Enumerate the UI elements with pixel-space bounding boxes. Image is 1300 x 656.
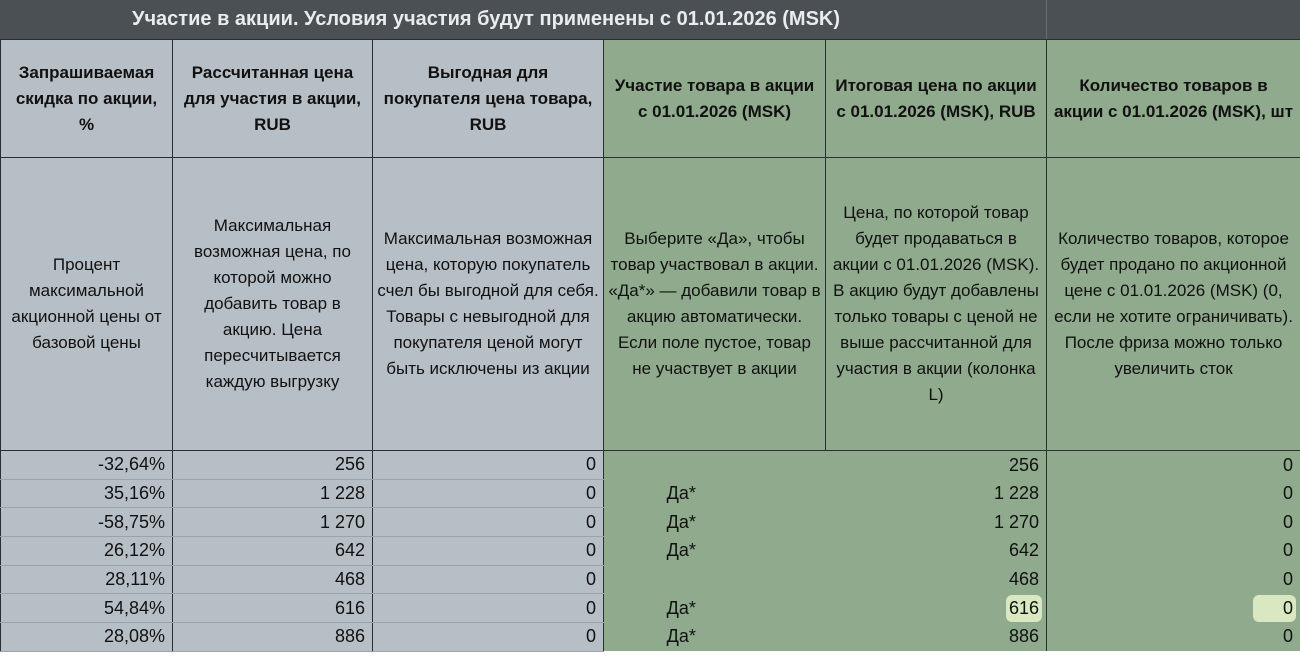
table-row [1, 594, 1300, 623]
discount-cell[interactable]: 54,84% [1, 594, 173, 623]
sheet-title: Участие в акции. Условия участия будут применены с 01.01.2026 (MSK) [0, 0, 1046, 39]
final-price-cell[interactable] [826, 594, 1047, 623]
table-row [1, 565, 1300, 594]
participation-cell[interactable]: Да* [604, 623, 826, 652]
discount-cell[interactable]: 26,12% [1, 537, 173, 566]
buyer-price-cell[interactable]: 0 [373, 565, 604, 594]
promo-table [0, 39, 1300, 652]
discount-cell[interactable]: 28,08% [1, 623, 173, 652]
title-bar-filler [1046, 0, 1300, 39]
calc-price-cell[interactable]: 886 [173, 623, 373, 652]
participation-cell[interactable]: Да* [604, 479, 826, 508]
final-price-cell[interactable]: 642 [826, 537, 1047, 566]
col-desc-discount[interactable]: Процент максимальной акционной цены от базовой цены [1, 158, 173, 451]
calc-price-cell[interactable]: 256 [173, 451, 373, 480]
buyer-price-cell[interactable]: 0 [373, 479, 604, 508]
quantity-cell[interactable]: 0 [1047, 537, 1300, 566]
final-price-cell[interactable]: 886 [826, 623, 1047, 652]
discount-cell[interactable]: -32,64% [1, 451, 173, 480]
col-header-calc-price[interactable]: Рассчитанная цена для участия в акции, RUB [173, 40, 373, 158]
discount-cell[interactable]: 35,16% [1, 479, 173, 508]
col-desc-quantity[interactable]: Количество товаров, которое будет продано по акционной цене с 01.01.2026 (MSK) (0, если не хотите ограничивать). После фриза можно только увеличить сток [1047, 158, 1300, 451]
quantity-cell[interactable]: 0 [1047, 565, 1300, 594]
quantity-cell[interactable]: 0 [1047, 508, 1300, 537]
final-price-cell[interactable]: 1 228 [826, 479, 1047, 508]
buyer-price-cell[interactable]: 0 [373, 623, 604, 652]
quantity-cell[interactable] [1047, 594, 1300, 623]
col-header-participation[interactable]: Участие товара в акции с 01.01.2026 (MSK) [604, 40, 826, 158]
header-row [1, 40, 1300, 158]
participation-cell[interactable]: Да* [604, 537, 826, 566]
buyer-price-cell[interactable]: 0 [373, 594, 604, 623]
final-price-cell[interactable]: 1 270 [826, 508, 1047, 537]
calc-price-cell[interactable]: 468 [173, 565, 373, 594]
col-desc-buyer-price[interactable]: Максимальная возможная цена, которую покупатель счел бы выгодной для себя. Товары с невыгодной для покупателя ценой могут быть исключены из акции [373, 158, 604, 451]
calc-price-cell[interactable]: 642 [173, 537, 373, 566]
table-row [1, 451, 1300, 480]
col-desc-calc-price[interactable]: Максимальная возможная цена, по которой можно добавить товар в акцию. Цена пересчитывается каждую выгрузку [173, 158, 373, 451]
discount-cell[interactable]: 28,11% [1, 565, 173, 594]
table-row [1, 479, 1300, 508]
final-price-cell[interactable]: 468 [826, 565, 1047, 594]
quantity-highlight: 0 [1253, 595, 1296, 622]
participation-cell[interactable] [604, 451, 826, 480]
buyer-price-cell[interactable]: 0 [373, 508, 604, 537]
col-header-quantity[interactable]: Количество товаров в акции с 01.01.2026 (MSK), шт [1047, 40, 1300, 158]
calc-price-cell[interactable]: 616 [173, 594, 373, 623]
col-header-buyer-price[interactable]: Выгодная для покупателя цена товара, RUB [373, 40, 604, 158]
table-row [1, 623, 1300, 652]
col-header-discount[interactable]: Запрашиваемая скидка по акции, % [1, 40, 173, 158]
participation-cell[interactable]: Да* [604, 594, 826, 623]
calc-price-cell[interactable]: 1 228 [173, 479, 373, 508]
quantity-cell[interactable]: 0 [1047, 623, 1300, 652]
quantity-cell[interactable]: 0 [1047, 451, 1300, 480]
calc-price-cell[interactable]: 1 270 [173, 508, 373, 537]
discount-cell[interactable]: -58,75% [1, 508, 173, 537]
buyer-price-cell[interactable]: 0 [373, 537, 604, 566]
table-row [1, 508, 1300, 537]
participation-cell[interactable] [604, 565, 826, 594]
col-desc-participation[interactable]: Выберите «Да», чтобы товар участвовал в акции. «Да*» — добавили товар в акцию автоматически. Если поле пустое, товар не участвует в акции [604, 158, 826, 451]
col-header-final-price[interactable]: Итоговая цена по акции с 01.01.2026 (MSK), RUB [826, 40, 1047, 158]
participation-cell[interactable]: Да* [604, 508, 826, 537]
table-row [1, 537, 1300, 566]
final-price-cell[interactable]: 256 [826, 451, 1047, 480]
description-row [1, 158, 1300, 451]
quantity-cell[interactable]: 0 [1047, 479, 1300, 508]
final-price-highlight: 616 [1006, 595, 1042, 622]
buyer-price-cell[interactable]: 0 [373, 451, 604, 480]
col-desc-final-price[interactable]: Цена, по которой товар будет продаваться в акции с 01.01.2026 (MSK). В акцию будут добавлены только товары с ценой не выше рассчитанной для участия в акции (колонка L) [826, 158, 1047, 451]
